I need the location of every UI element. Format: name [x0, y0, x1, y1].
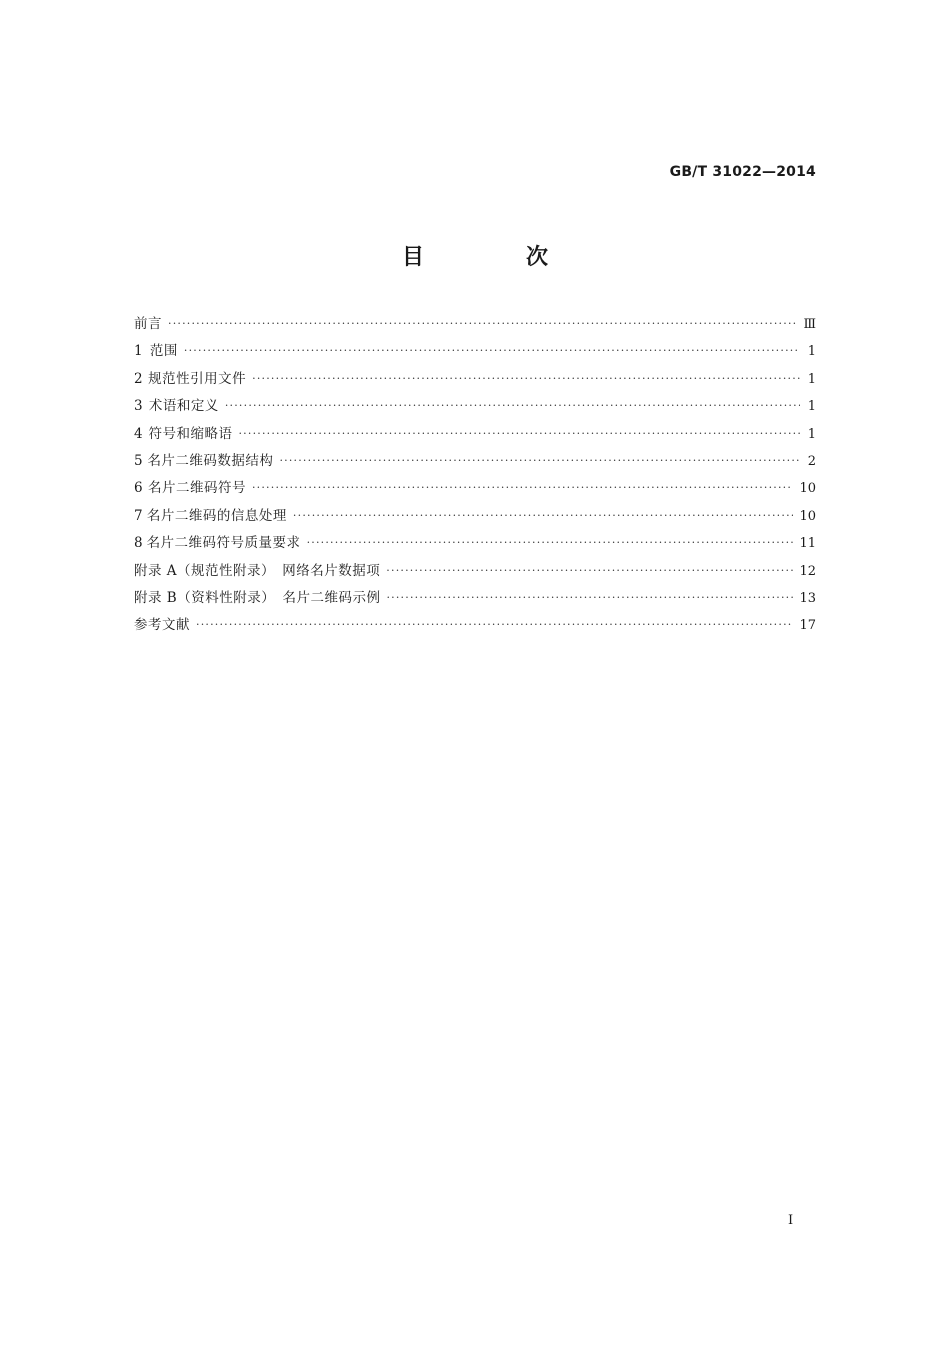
toc-entry-symbols-abbreviations[interactable] [134, 422, 816, 449]
toc-entry-normative-references[interactable] [134, 367, 816, 394]
toc-entry-number: 5 [134, 452, 143, 469]
page-title: 目 次 [401, 245, 588, 270]
toc-entry-label: 名片二维码符号 [147, 480, 246, 497]
toc-entry-information-processing[interactable] [134, 504, 816, 531]
toc-entry-number: 3 [134, 398, 143, 415]
toc-entry-number: 4 [134, 425, 143, 442]
toc-entry-quality-requirements[interactable] [134, 531, 816, 558]
toc-entry-label: 名片二维码的信息处理 [146, 507, 287, 524]
toc-entry-label: 术语和定义 [148, 398, 219, 415]
toc-entry-symbol[interactable] [134, 476, 816, 503]
toc-entry-label: 附录 B（资料性附录） 名片二维码示例 [134, 589, 381, 606]
toc-dot-leader [168, 317, 797, 330]
toc-entry-page: 2 [807, 453, 816, 469]
toc-entry-label: 范围 [149, 343, 178, 360]
toc-entry-annex-a[interactable] [134, 559, 816, 586]
toc-entry-page: 12 [799, 563, 816, 579]
toc-entry-page: 10 [799, 481, 816, 497]
toc-entry-annex-b[interactable] [134, 586, 816, 613]
toc-entry-label: 附录 A（规范性附录） 网络名片数据项 [134, 562, 381, 579]
toc-entry-foreword[interactable] [134, 312, 816, 339]
toc-dot-leader [386, 564, 793, 577]
toc-entry-page: 13 [799, 590, 816, 606]
toc-dot-leader [252, 481, 793, 494]
toc-entry-page: 1 [807, 344, 816, 360]
toc-entry-data-structure[interactable] [134, 449, 816, 476]
toc-dot-leader [238, 427, 800, 440]
page-number: I [788, 1213, 794, 1228]
toc-entry-label: 名片二维码数据结构 [147, 452, 274, 469]
toc-dot-leader [386, 591, 793, 604]
toc-entry-bibliography[interactable] [134, 613, 816, 640]
toc-entry-number: 8 [134, 535, 143, 552]
toc-entry-page: 17 [799, 618, 816, 634]
toc-entry-label: 前言 [134, 316, 162, 332]
toc-entry-label: 参考文献 [134, 617, 190, 634]
toc-dot-leader [293, 509, 794, 522]
toc-entry-label: 名片二维码符号质量要求 [146, 535, 301, 552]
toc-dot-leader [279, 454, 800, 467]
toc-dot-leader [307, 536, 794, 549]
toc-entry-page: Ⅲ [803, 317, 816, 332]
toc-entry-terms-definitions[interactable] [134, 394, 816, 421]
toc-entry-label: 符号和缩略语 [148, 425, 233, 442]
toc-entry-number: 1 [134, 343, 143, 360]
toc-dot-leader [196, 618, 793, 631]
toc-entry-scope[interactable] [134, 339, 816, 366]
toc-entry-page: 1 [807, 371, 816, 387]
toc-entry-page: 1 [807, 399, 816, 415]
standard-number: GB/T 31022—2014 [669, 164, 816, 180]
toc-dot-leader [252, 372, 800, 385]
toc-entry-number: 7 [134, 507, 143, 524]
toc-dot-leader [225, 399, 800, 412]
toc-entry-page: 10 [799, 508, 816, 524]
table-of-contents [134, 312, 816, 641]
toc-entry-number: 2 [134, 370, 143, 387]
toc-entry-label: 规范性引用文件 [148, 370, 247, 387]
toc-entry-number: 6 [134, 480, 143, 497]
toc-entry-page: 1 [807, 426, 816, 442]
toc-dot-leader [184, 344, 800, 357]
toc-entry-page: 11 [799, 536, 816, 552]
